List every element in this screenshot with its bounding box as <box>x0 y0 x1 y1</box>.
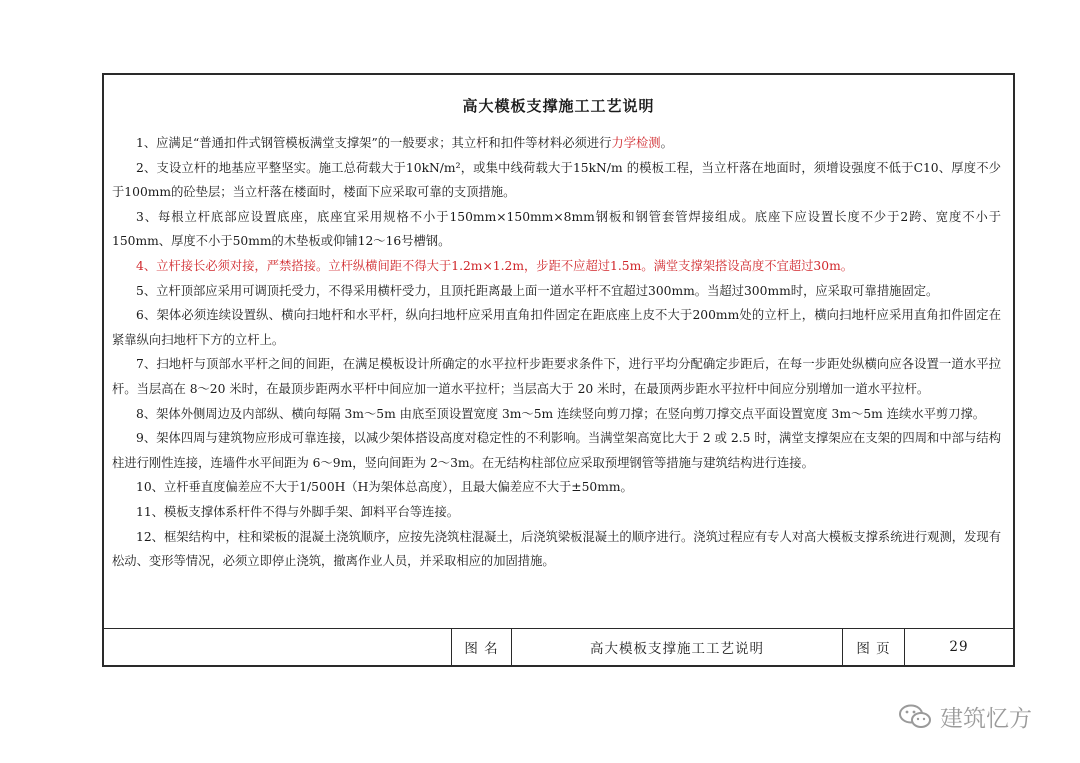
instruction-item <box>112 500 1001 525</box>
instruction-item <box>112 205 1001 254</box>
instruction-text: 8、架体外侧周边及内部纵、横向每隔 3m～5m 由底至顶设置宽度 3m～5m 连续竖向剪刀撑；在竖向剪刀撑交点平面设置宽度 3m～5m 连续水平剪刀撑。 <box>136 406 986 421</box>
page-title: 高大模板支撑施工工艺说明 <box>462 97 655 115</box>
instruction-item <box>112 156 1001 205</box>
instruction-text: 2、支设立杆的地基应平整坚实。施工总荷载大于10kN/m²，或集中线荷载大于15kN/m 的模板工程，当立杆落在地面时，须增设强度不低于C10、厚度不少于100mm的砼垫层；当立杆落在楼面时，楼面下应采取可靠的支顶措施。 <box>112 160 1001 200</box>
instruction-item <box>112 279 1001 304</box>
instruction-item <box>112 254 1001 279</box>
instruction-item <box>112 131 1001 156</box>
instruction-item <box>112 475 1001 500</box>
content-area <box>104 75 1013 633</box>
drawing-name-label: 图 名 <box>452 629 512 665</box>
instruction-text: 。 <box>660 136 673 150</box>
instruction-text: 3、每根立杆底部应设置底座，底座宜采用规格不小于150mm×150mm×8mm钢板和钢管套管焊接组成。底座下应设置长度不少于2跨、宽度不小于150mm、厚度不小于50mm的木垫板或仰铺12～16号槽钢。 <box>112 209 1001 249</box>
page-label: 图 页 <box>843 629 905 665</box>
title-block-blank <box>104 629 452 665</box>
page-number: 29 <box>949 639 969 655</box>
instruction-text: 6、架体必须连续设置纵、横向扫地杆和水平杆，纵向扫地杆应采用直角扣件固定在距底座上皮不大于200mm处的立杆上，横向扫地杆应采用直角扣件固定在紧靠纵向扫地杆下方的立杆上。 <box>112 308 1001 347</box>
watermark-text: 建筑忆方 <box>940 706 1032 732</box>
instruction-text: 12、框架结构中，柱和梁板的混凝土浇筑顺序，应按先浇筑柱混凝土，后浇筑梁板混凝土的顺序进行。浇筑过程应有专人对高大模板支撑系统进行观测，发现有松动、变形等情况，必须立即停止浇筑，撤离作业人员，并采取相应的加固措施。 <box>112 529 1001 569</box>
instruction-item <box>112 426 1001 475</box>
instruction-text: 1、应满足“普通扣件式钢管模板满堂支撑架”的一般要求；其立杆和扣件等材料必须进行 <box>136 136 612 150</box>
instruction-item <box>112 303 1001 352</box>
title-block <box>104 628 1013 665</box>
instruction-item <box>112 525 1001 574</box>
instruction-item <box>112 352 1001 401</box>
drawing-name: 高大模板支撑施工工艺说明 <box>512 629 843 665</box>
instruction-text: 11、模板支撑体系杆件不得与外脚手架、卸料平台等连接。 <box>136 504 460 519</box>
instruction-text: 9、架体四周与建筑物应形成可靠连接，以减少架体搭设高度对稳定性的不利影响。当满堂架高宽比大于 2 或 2.5 时，满堂支撑架应在支架的四周和中部与结构柱进行刚性连接，连墙件水平间距为 6～9m，竖向间距为 2～3m。在无结构柱部位应采取预埋钢管等措施与建筑结构进行连接。 <box>112 431 1001 470</box>
instruction-item <box>112 402 1001 427</box>
watermark <box>898 700 1032 733</box>
instruction-text: 5、立杆顶部应采用可调顶托受力，不得采用横杆受力，且顶托距离最上面一道水平杆不宜超过300mm。当超过300mm时，应采取可靠措施固定。 <box>136 283 939 298</box>
emphasis-text: 4、立杆接长必须对接，严禁搭接。立杆纵横间距不得大于1.2m×1.2m，步距不应超过1.5m。满堂支撑架搭设高度不宜超过30m。 <box>136 258 854 273</box>
instruction-list <box>112 131 1001 574</box>
wechat-icon <box>898 703 934 731</box>
instruction-text: 10、立杆垂直度偏差应不大于1/500H（H为架体总高度），且最大偏差应不大于±50mm。 <box>136 480 633 495</box>
emphasis-text: 力学检测 <box>611 136 661 150</box>
drawing-sheet <box>102 73 1015 667</box>
instruction-text: 7、扫地杆与顶部水平杆之间的间距，在满足模板设计所确定的水平拉杆步距要求条件下，进行平均分配确定步距后，在每一步距处纵横向应各设置一道水平拉杆。当层高在 8～20 米时，在最顶步距两水平杆中间应加一道水平拉杆；当层高大于 20 米时，在最顶两步距水平拉杆中间应分别增加一道水平拉杆。 <box>112 357 1001 396</box>
